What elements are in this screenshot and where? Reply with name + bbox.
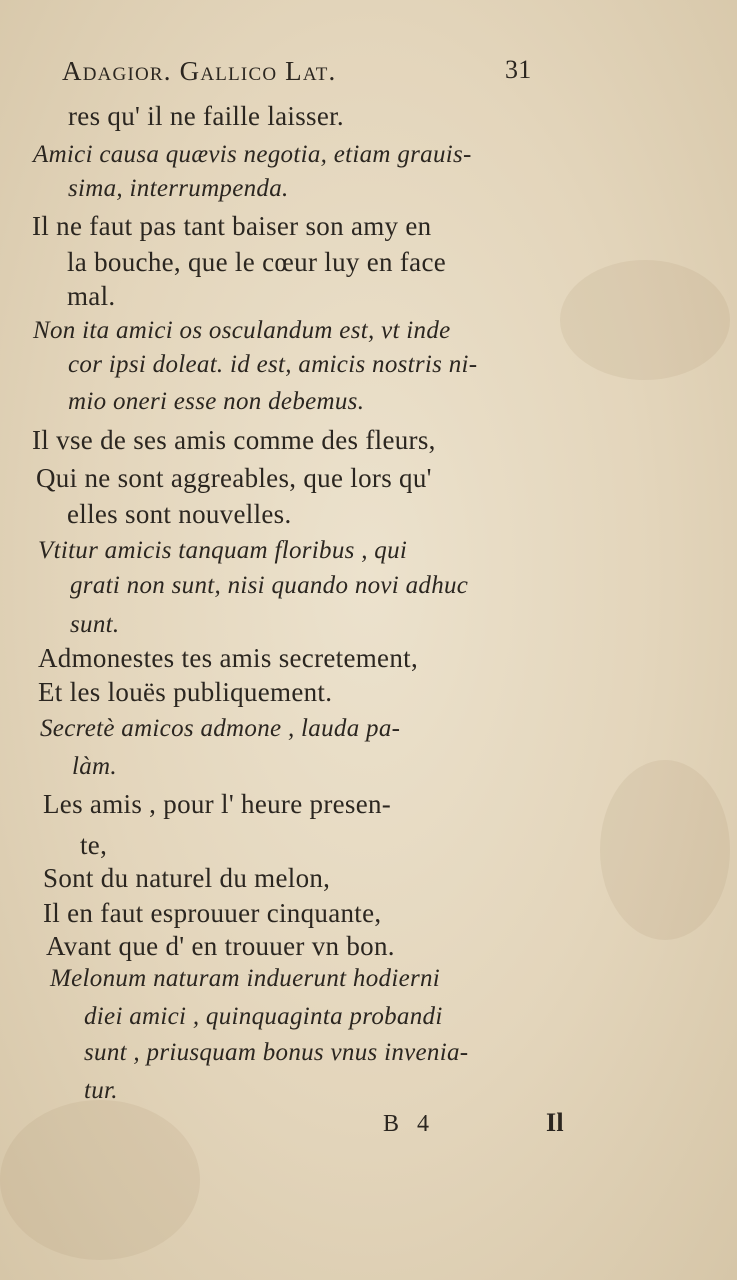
text-line: Melonum naturam induerunt hodierni xyxy=(50,965,441,992)
text-line: làm. xyxy=(72,753,117,780)
text-line: grati non sunt, nisi quando novi adhuc xyxy=(70,572,469,599)
text-line: cor ipsi doleat. id est, amicis nostris ni- xyxy=(68,351,478,378)
text-line: diei amici , quinquaginta probandi xyxy=(84,1003,443,1030)
text-line: Il en faut esprouuer cinquante, xyxy=(43,898,382,928)
text-line: mal. xyxy=(67,281,116,311)
page-number: 31 xyxy=(505,55,532,84)
text-line: Admonestes tes amis secretement, xyxy=(38,643,418,673)
text-line: Amici causa quævis negotia, etiam grauis- xyxy=(33,141,472,168)
text-line: sunt , priusquam bonus vnus invenia- xyxy=(84,1039,469,1066)
text-line: Vtitur amicis tanquam floribus , qui xyxy=(38,537,408,564)
text-line: te, xyxy=(80,830,108,860)
text-line: Il ne faut pas tant baiser son amy en xyxy=(32,211,432,241)
signature-mark: B 4 xyxy=(383,1111,436,1137)
paper-stain xyxy=(560,260,730,380)
running-title: Adagior. Gallico Lat. xyxy=(62,56,337,86)
catchword: Il xyxy=(546,1108,564,1137)
text-line: Secretè amicos admone , lauda pa- xyxy=(40,715,401,742)
text-line: res qu' il ne faille laisser. xyxy=(68,101,344,131)
text-line: Et les louës publiquement. xyxy=(38,677,333,707)
text-line: Qui ne sont aggreables, que lors qu' xyxy=(36,463,432,493)
text-line: elles sont nouvelles. xyxy=(67,499,292,529)
paper-stain xyxy=(600,760,730,940)
text-line: mio oneri esse non debemus. xyxy=(68,388,365,415)
text-line: Avant que d' en trouuer vn bon. xyxy=(46,931,395,961)
text-line: tur. xyxy=(84,1077,118,1104)
text-line: Les amis , pour l' heure presen- xyxy=(43,789,392,819)
text-line: sima, interrumpenda. xyxy=(68,175,289,202)
paper-stain xyxy=(0,1100,200,1260)
text-line: sunt. xyxy=(70,611,120,638)
text-line: Sont du naturel du melon, xyxy=(43,863,331,893)
text-line: Non ita amici os osculandum est, vt inde xyxy=(33,317,451,344)
text-line: Il vse de ses amis comme des fleurs, xyxy=(32,425,436,455)
text-line: la bouche, que le cœur luy en face xyxy=(67,247,447,277)
